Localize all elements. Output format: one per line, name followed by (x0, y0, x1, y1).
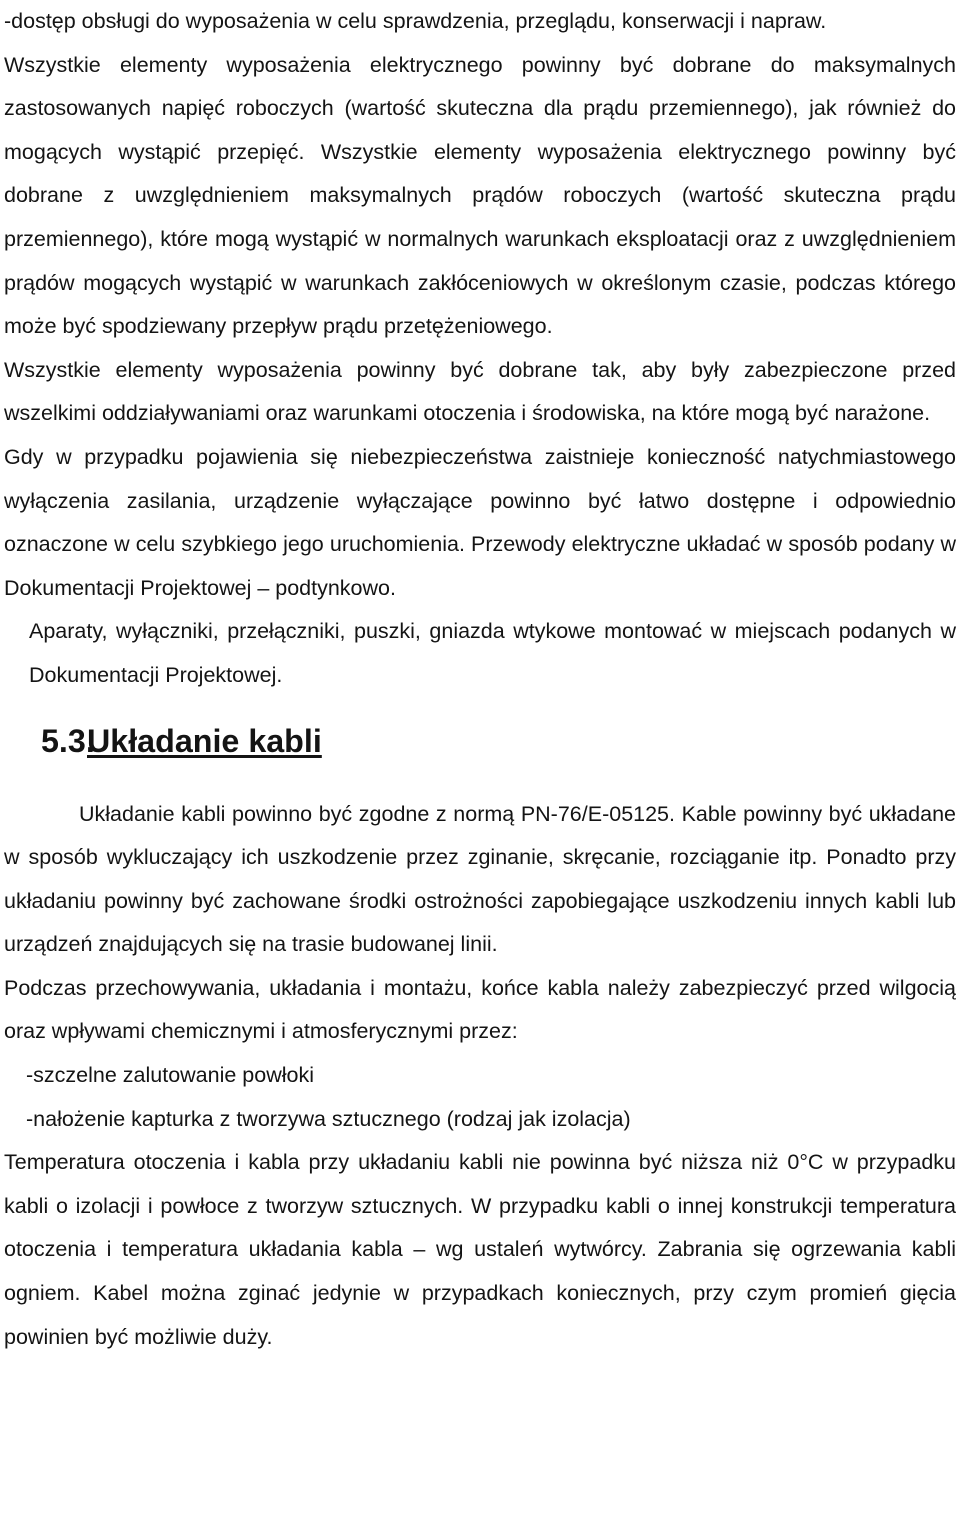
section-title: Układanie kabli (87, 722, 322, 759)
list-item: -nałożenie kapturka z tworzywa sztucznego (rodzaj jak izolacja) (26, 1106, 631, 1131)
top-fragment-paragraph: -dostęp obsługi do wyposażenia w celu sprawdzenia, przeglądu, konserwacji i napraw. (4, 9, 827, 33)
storage-paragraph: Podczas przechowywania, układania i montażu, końce kabla należy zabezpieczyć przed wilgocią oraz wpływami chemicznymi i atmosferycznymi przez: (4, 975, 956, 1044)
disconnect-paragraph: Gdy w przypadku pojawienia się niebezpieczeństwa zaistnieje konieczność natychmiastowego wyłączenia zasilania, urządzenie wyłączające powinno być łatwo dostępne i odpowiednio oznaczone w celu szybkiego jego uruchomienia. Przewody elektryczne układać w sposób podany w Dokumentacji Projektowej – podtynkowo. (4, 444, 956, 600)
section-heading (4, 698, 956, 785)
devices-paragraph: Aparaty, wyłączniki, przełączniki, puszki, gniazda wtykowe montować w miejscach podanych w Dokumentacji Projektowej. (29, 619, 956, 687)
protection-paragraph: Wszystkie elementy wyposażenia powinny być dobrane tak, aby były zabezpieczone przed wszelkimi oddziaływaniami oraz warunkami otoczenia i środowiska, na które mogą być narażone. (4, 357, 956, 426)
document-page (4, 0, 956, 1359)
cables-paragraph: Układanie kabli powinno być zgodne z normą PN-76/E-05125. Kable powinny być układane w sposób wykluczający ich uszkodzenie przez zginanie, skręcanie, rozciąganie itp. Ponadto przy układaniu powinny być zachowane środki ostrożności zapobiegające uszkodzeniu innych kabli lub urządzeń znajdujących się na trasie budowanej linii. (4, 801, 956, 957)
temperature-paragraph: Temperatura otoczenia i kabla przy układaniu kabli nie powinna być niższa niż 0°C w przypadku kabli o izolacji i powłoce z tworzyw sztucznych. W przypadku kabli o innej konstrukcji temperatura otoczenia i temperatura układania kabla – wg ustaleń wytwórcy. Zabrania się ogrzewania kabli ogniem. Kabel można zginać jedynie w przypadkach koniecznych, przy czym promień gięcia powinien być możliwie duży. (4, 1150, 956, 1349)
spacer (4, 785, 956, 793)
section-number: 5.3. (41, 722, 95, 759)
list-item: -szczelne zalutowanie powłoki (26, 1063, 315, 1088)
voltages-paragraph: Wszystkie elementy wyposażenia elektrycznego powinny być dobrane do maksymalnych zastosowanych napięć roboczych (wartość skuteczna dla prądu przemiennego), jak również do mogących wystąpić przepięć. Wszystkie elementy wyposażenia elektrycznego powinny być dobrane z uwzględnieniem maksymalnych prądów roboczych (wartość skuteczna prądu przemiennego), które mogą wystąpić w normalnych warunkach eksploatacji oraz z uwzględnieniem prądów mogących wystąpić w warunkach zakłóceniowych w określonym czasie, podczas którego może być spodziewany przepływ prądu przetężeniowego. (4, 52, 956, 339)
